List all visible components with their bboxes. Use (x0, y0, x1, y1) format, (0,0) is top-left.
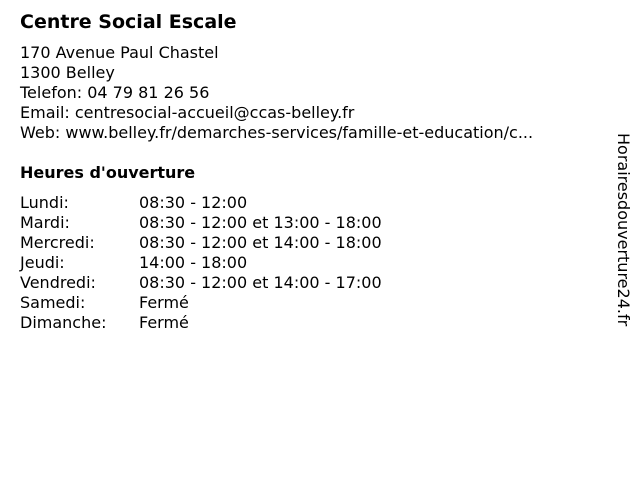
web-line: Web: www.belley.fr/demarches-services/famille-et-education/c... (20, 123, 534, 142)
email-line: Email: centresocial-accueil@ccas-belley.fr (20, 103, 355, 122)
hours-row-mercredi (20, 233, 382, 253)
day-label: Mercredi: (20, 233, 95, 252)
time-value: Fermé (139, 313, 189, 332)
hours-row-lundi (20, 193, 382, 213)
site-watermark-label: Horairesdouverture24.fr (614, 133, 633, 327)
hours-row-mardi (20, 213, 382, 233)
hours-row-jeudi (20, 253, 382, 273)
time-value: 08:30 - 12:00 et 14:00 - 17:00 (139, 273, 382, 292)
day-label: Dimanche: (20, 313, 107, 332)
hours-row-dimanche (20, 313, 382, 333)
day-label: Lundi: (20, 193, 69, 212)
day-label: Jeudi: (20, 253, 65, 272)
time-value: 08:30 - 12:00 (139, 193, 248, 212)
day-label: Mardi: (20, 213, 70, 232)
time-value: 14:00 - 18:00 (139, 253, 248, 272)
time-value: Fermé (139, 293, 189, 312)
phone-line: Telefon: 04 79 81 26 56 (20, 83, 210, 102)
address-street: 170 Avenue Paul Chastel (20, 43, 219, 62)
hours-row-vendredi (20, 273, 382, 293)
time-value: 08:30 - 12:00 et 13:00 - 18:00 (139, 213, 382, 232)
time-value: 08:30 - 12:00 et 14:00 - 18:00 (139, 233, 382, 252)
day-label: Samedi: (20, 293, 86, 312)
hours-heading: Heures d'ouverture (20, 163, 196, 182)
contact-block (20, 43, 533, 143)
hours-table (20, 193, 382, 333)
hours-row-samedi (20, 293, 382, 313)
address-city: 1300 Belley (20, 63, 115, 82)
page-title: Centre Social Escale (20, 11, 237, 33)
day-label: Vendredi: (20, 273, 96, 292)
